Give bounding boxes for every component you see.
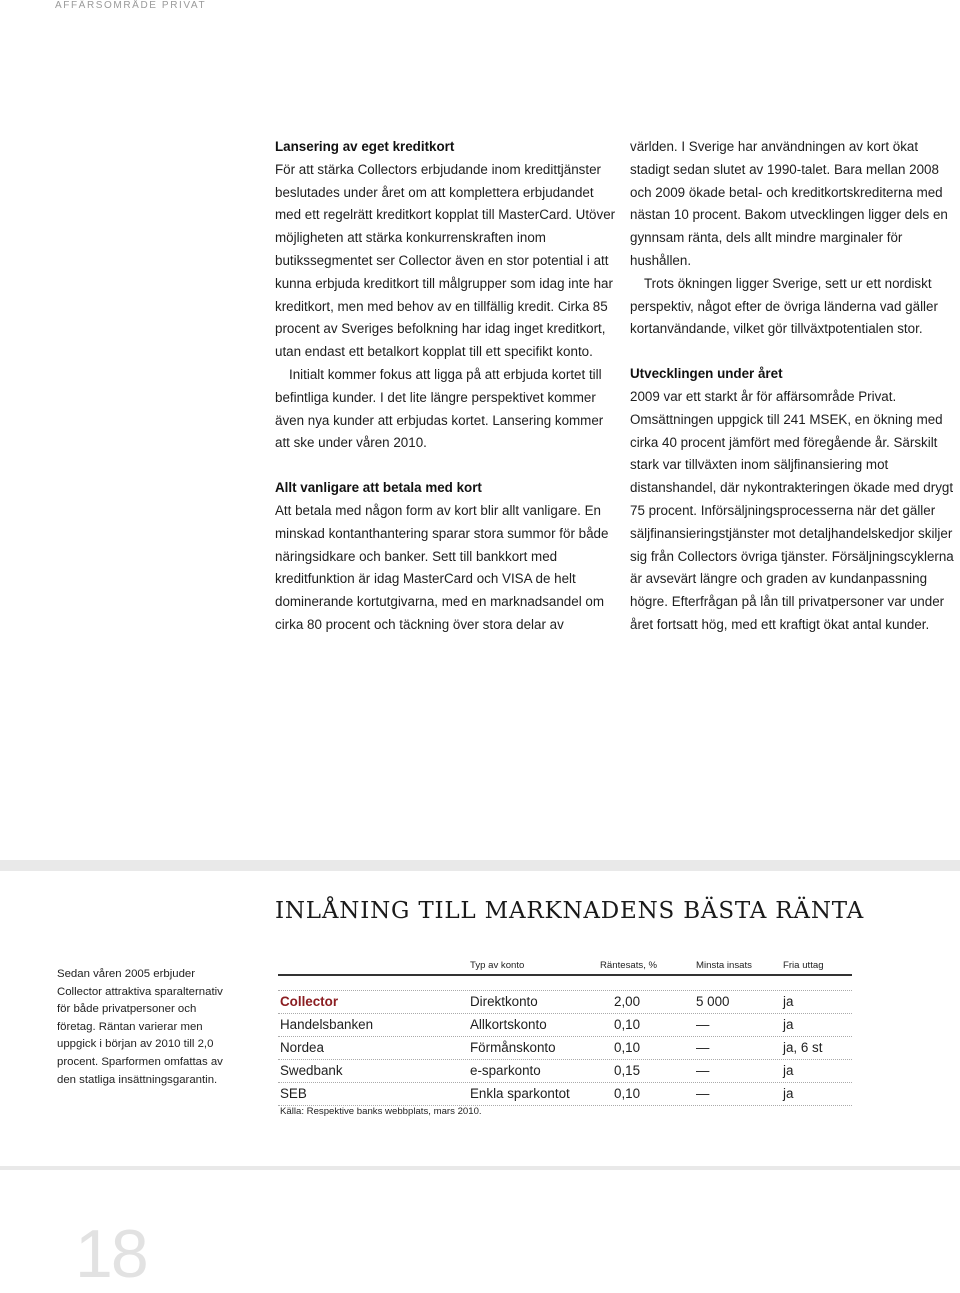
account-type: e-sparkonto bbox=[470, 1063, 541, 1078]
interest-rate: 0,10 bbox=[614, 1017, 641, 1032]
header-rate: Räntesats, % bbox=[600, 960, 658, 971]
table-source: Källa: Respektive banks webbplats, mars 2010. bbox=[280, 1106, 482, 1117]
account-type: Direktkonto bbox=[470, 994, 538, 1009]
account-type: Allkortskonto bbox=[470, 1017, 547, 1032]
section-label: AFFÄRSOMRÅDE PRIVAT bbox=[55, 0, 207, 11]
interest-rate: 2,00 bbox=[614, 994, 641, 1009]
bank-name: Swedbank bbox=[280, 1063, 343, 1078]
paragraph: Initialt kommer fokus att ligga på att erbjuda kortet till befintliga kunder. I det lite längre perspektivet kommer även nya kunder att erbjudas kortet. Lansering kommer att ske under våren 2010. bbox=[275, 366, 604, 451]
bank-name: Handelsbanken bbox=[280, 1017, 374, 1032]
header-minimum: Minsta insats bbox=[696, 960, 752, 971]
left-column bbox=[275, 136, 620, 637]
savings-side-note: Sedan våren 2005 erbjuder Collector attraktiva sparalternativ för både privatpersoner och företag. Räntan varierar men uppgick i början av 2010 till 2,0 procent. Sparformen omfattas av den statliga insättningsgarantin. bbox=[57, 968, 223, 1086]
free-withdrawals: ja bbox=[783, 1086, 794, 1101]
interest-rate: 0,10 bbox=[614, 1086, 641, 1101]
bank-name: Collector bbox=[280, 994, 339, 1009]
minimum-deposit: — bbox=[696, 1040, 710, 1055]
free-withdrawals: ja, 6 st bbox=[783, 1040, 823, 1055]
heading-development: Utvecklingen under året bbox=[630, 366, 783, 382]
paragraph: För att stärka Collectors erbjudande inom kredittjänster beslutades under året om att komplettera erbjudandet med ett regelrätt kreditkort kopplat till MasterCard. Utöver möjligheten att stärka konkurrenskraften inom butikssegmentet ser Collector även en stor potential i att kunna erbjuda kreditkort till målgrupper som idag inte har kreditkort, men med behov av en tillfällig kredit. Cirka 85 procent av Sveriges befolkning har idag inget kreditkort, utan endast ett betalkort kopplat till ett specifikt konto. bbox=[275, 161, 616, 360]
minimum-deposit: — bbox=[696, 1017, 710, 1032]
page-number: 18 bbox=[75, 1216, 147, 1292]
free-withdrawals: ja bbox=[783, 1017, 794, 1032]
paragraph: Att betala med någon form av kort blir allt vanligare. En minskad kontanthantering sparar stora summor för både näringsidkare och banker. Sett till bankkort med kreditfunktion är idag MasterCard och VISA de helt dominerande kortutgivarna, med en marknadsandel om cirka 80 procent och täckning över stora delar av bbox=[275, 502, 609, 632]
savings-rate-table bbox=[278, 958, 852, 1106]
minimum-deposit: 5 000 bbox=[696, 994, 730, 1009]
free-withdrawals: ja bbox=[783, 1063, 794, 1078]
table-row bbox=[278, 1083, 852, 1106]
table-row bbox=[278, 1014, 852, 1037]
minimum-deposit: — bbox=[696, 1063, 710, 1078]
bank-name: SEB bbox=[280, 1086, 307, 1101]
account-type: Enkla sparkontot bbox=[470, 1086, 570, 1101]
free-withdrawals: ja bbox=[783, 994, 794, 1009]
right-column bbox=[630, 136, 960, 637]
table-header bbox=[278, 958, 852, 976]
interest-rate: 0,15 bbox=[614, 1063, 641, 1078]
paragraph: världen. I Sverige har användningen av kort ökat stadigt sedan slutet av 1990-talet. Bara mellan 2008 och 2009 ökade betal- och kreditkortskrediterna med nästan 10 procent. Bakom utvecklingen ligger dels en gynnsam ränta, dels allt mindre marginaler för hushållen. bbox=[630, 139, 948, 268]
table-row bbox=[278, 990, 852, 1014]
divider-line bbox=[0, 1166, 960, 1170]
header-account-type: Typ av konto bbox=[470, 960, 525, 971]
minimum-deposit: — bbox=[696, 1086, 710, 1101]
paragraph: Trots ökningen ligger Sverige, sett ur ett nordiskt perspektiv, något efter de övriga länderna vad gäller kortanvändande, vilket gör tillväxtpotentialen stor. bbox=[630, 275, 938, 337]
heading-credit-card-launch: Lansering av eget kreditkort bbox=[275, 139, 455, 154]
paragraph: 2009 var ett starkt år för affärsområde Privat. Omsättningen uppgick till 241 MSEK, en ökning med cirka 40 procent jämfört med föregående år. Särskilt stark var tillväxten inom säljfinansiering mot distanshandel, där nykontrakteringen ökade med drygt 75 procent. Införsäljningsprocesserna när det gäller säljfinansieringstjänster mot detaljhandelskedjor skiljer sig från Collectors övriga tjänster. Försäljningscyklerna är avsevärt längre och graden av kundanpassning högre. Efterfrågan på lån till privatpersoner var under året fortsatt hög, med ett kraftigt ökat antal kunder. bbox=[630, 388, 954, 632]
table-row bbox=[278, 1037, 852, 1060]
heading-card-payments: Allt vanligare att betala med kort bbox=[275, 480, 482, 496]
header-free-withdrawals: Fria uttag bbox=[783, 960, 824, 971]
interest-rate: 0,10 bbox=[614, 1040, 641, 1055]
account-type: Förmånskonto bbox=[470, 1040, 556, 1055]
divider-band bbox=[0, 860, 960, 871]
table-row bbox=[278, 1060, 852, 1083]
savings-section-title: INLÅNING TILL MARKNADENS BÄSTA RÄNTA bbox=[275, 898, 865, 924]
bank-name: Nordea bbox=[280, 1040, 324, 1055]
